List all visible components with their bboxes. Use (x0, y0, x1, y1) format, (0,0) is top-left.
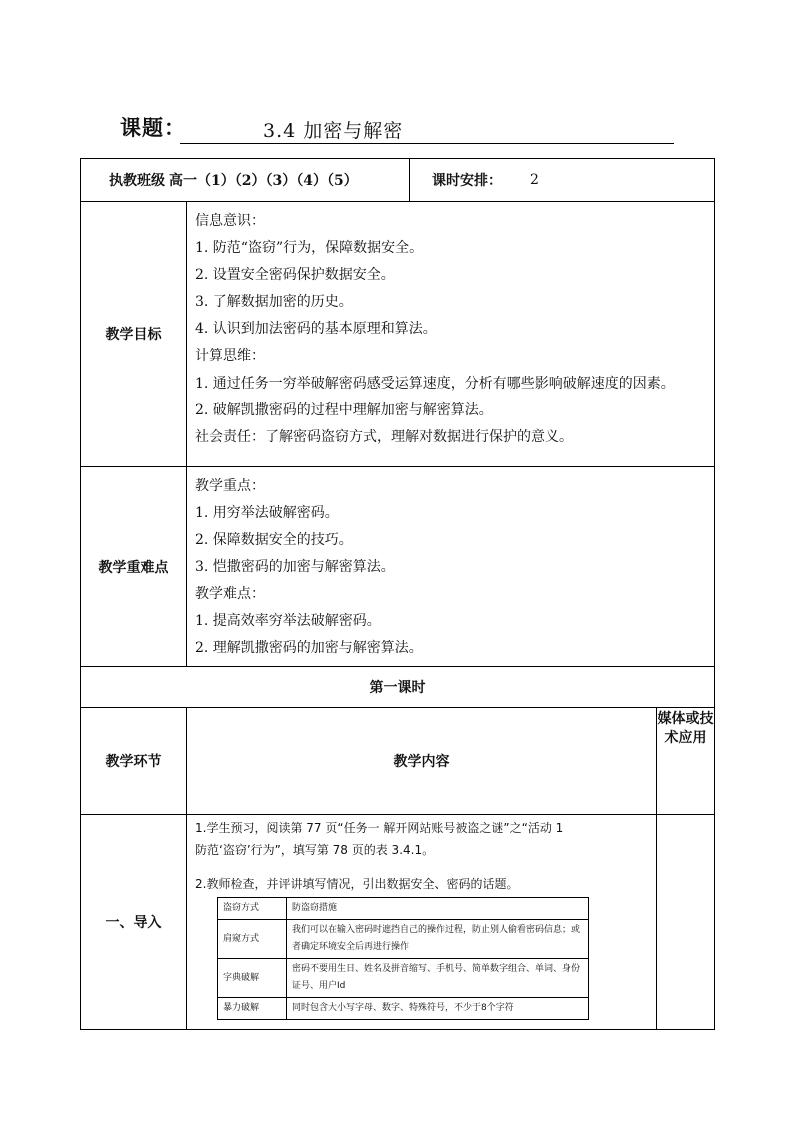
table-cell: 我们可以在输入密码时遮挡自己的操作过程，防止别人偷看密码信息；或者确定环境安全后再进行操作 (287, 920, 589, 959)
key-points-line: 2. 理解凯撒密码的加密与解密算法。 (195, 640, 423, 656)
anti-theft-table (217, 897, 589, 1020)
period-label: 第一课时 (81, 667, 715, 708)
intro-line: 1.学生预习，阅读第 77 页“任务一 解开网站账号被盗之谜”之“活动 1 (195, 821, 564, 835)
title-label: 课题： (120, 115, 186, 140)
stage-header: 教学环节 (81, 708, 187, 815)
objectives-line: 2. 设置安全密码保护数据安全。 (195, 267, 395, 283)
class-label: 执教班级 (109, 173, 165, 189)
objectives-line: 1. 防范“盗窃”行为，保障数据安全。 (195, 240, 424, 256)
objectives-line: 3. 了解数据加密的历史。 (195, 294, 353, 310)
table-cell: 暴力破解 (218, 998, 287, 1020)
key-points-line: 1. 用穷举法破解密码。 (195, 505, 339, 521)
intro-line: 防范‘盗窃’行为”，填写第 78 页的表 3.4.1。 (195, 843, 435, 857)
table-cell: 同时包含大小写字母、数字、特殊符号，不少于8个字符 (287, 998, 589, 1020)
objectives-label: 教学目标 (81, 202, 187, 467)
header-row (81, 159, 715, 202)
table-cell: 防盗窃措施 (287, 898, 589, 920)
objectives-line: 信息意识： (195, 213, 265, 229)
objectives-line: 1. 通过任务一穷举破解密码感受运算速度，分析有哪些影响破解速度的因素。 (195, 376, 675, 392)
key-points-line: 教学难点： (195, 586, 265, 602)
table-row (218, 898, 589, 920)
schedule-value: 2 (530, 172, 539, 188)
lesson-plan-table (80, 158, 715, 1030)
key-points-label: 教学重难点 (81, 467, 187, 667)
title-underline (180, 143, 674, 144)
objectives-content (187, 202, 715, 467)
intro-row (81, 815, 715, 1030)
objectives-line: 4. 认识到加法密码的基本原理和算法。 (195, 321, 437, 337)
intro-content (187, 815, 657, 1030)
title-row (120, 112, 676, 146)
table-row (218, 959, 589, 998)
schedule-info (410, 170, 539, 190)
intro-media (657, 815, 715, 1030)
key-points-line: 2. 保障数据安全的技巧。 (195, 532, 353, 548)
table-cell: 肩窥方式 (218, 920, 287, 959)
schedule-label: 课时安排： (432, 173, 502, 189)
table-row (218, 920, 589, 959)
media-header: 媒体或技术应用 (657, 708, 715, 815)
objectives-line: 社会责任：了解密码盗窃方式，理解对数据进行保护的意义。 (195, 429, 573, 445)
content-header: 教学内容 (187, 708, 657, 815)
key-points-line: 3. 恺撒密码的加密与解密算法。 (195, 559, 395, 575)
intro-line: 2.教师检查，并评讲填写情况，引出数据安全、密码的话题。 (195, 877, 519, 891)
objectives-line: 计算思维： (195, 348, 265, 364)
table-cell: 盗窃方式 (218, 898, 287, 920)
table-row (218, 998, 589, 1020)
column-header-row (81, 708, 715, 815)
class-info (81, 159, 410, 201)
objectives-row (81, 202, 715, 467)
intro-stage: 一、导入 (81, 815, 187, 1030)
objectives-line: 2. 破解凯撒密码的过程中理解加密与解密算法。 (195, 402, 493, 418)
key-points-line: 1. 提高效率穷举法破解密码。 (195, 613, 381, 629)
period-row (81, 667, 715, 708)
key-points-content (187, 467, 715, 667)
table-cell: 字典破解 (218, 959, 287, 998)
table-cell: 密码不要用生日、姓名及拼音缩写、手机号、简单数字组合、单词、身份证号、用户Id (287, 959, 589, 998)
title-value: 3.4 加密与解密 (263, 120, 404, 142)
class-value: 高一（1）（2）（3）（4）（5） (169, 173, 358, 189)
key-points-line: 教学重点： (195, 478, 265, 494)
key-points-row (81, 467, 715, 667)
